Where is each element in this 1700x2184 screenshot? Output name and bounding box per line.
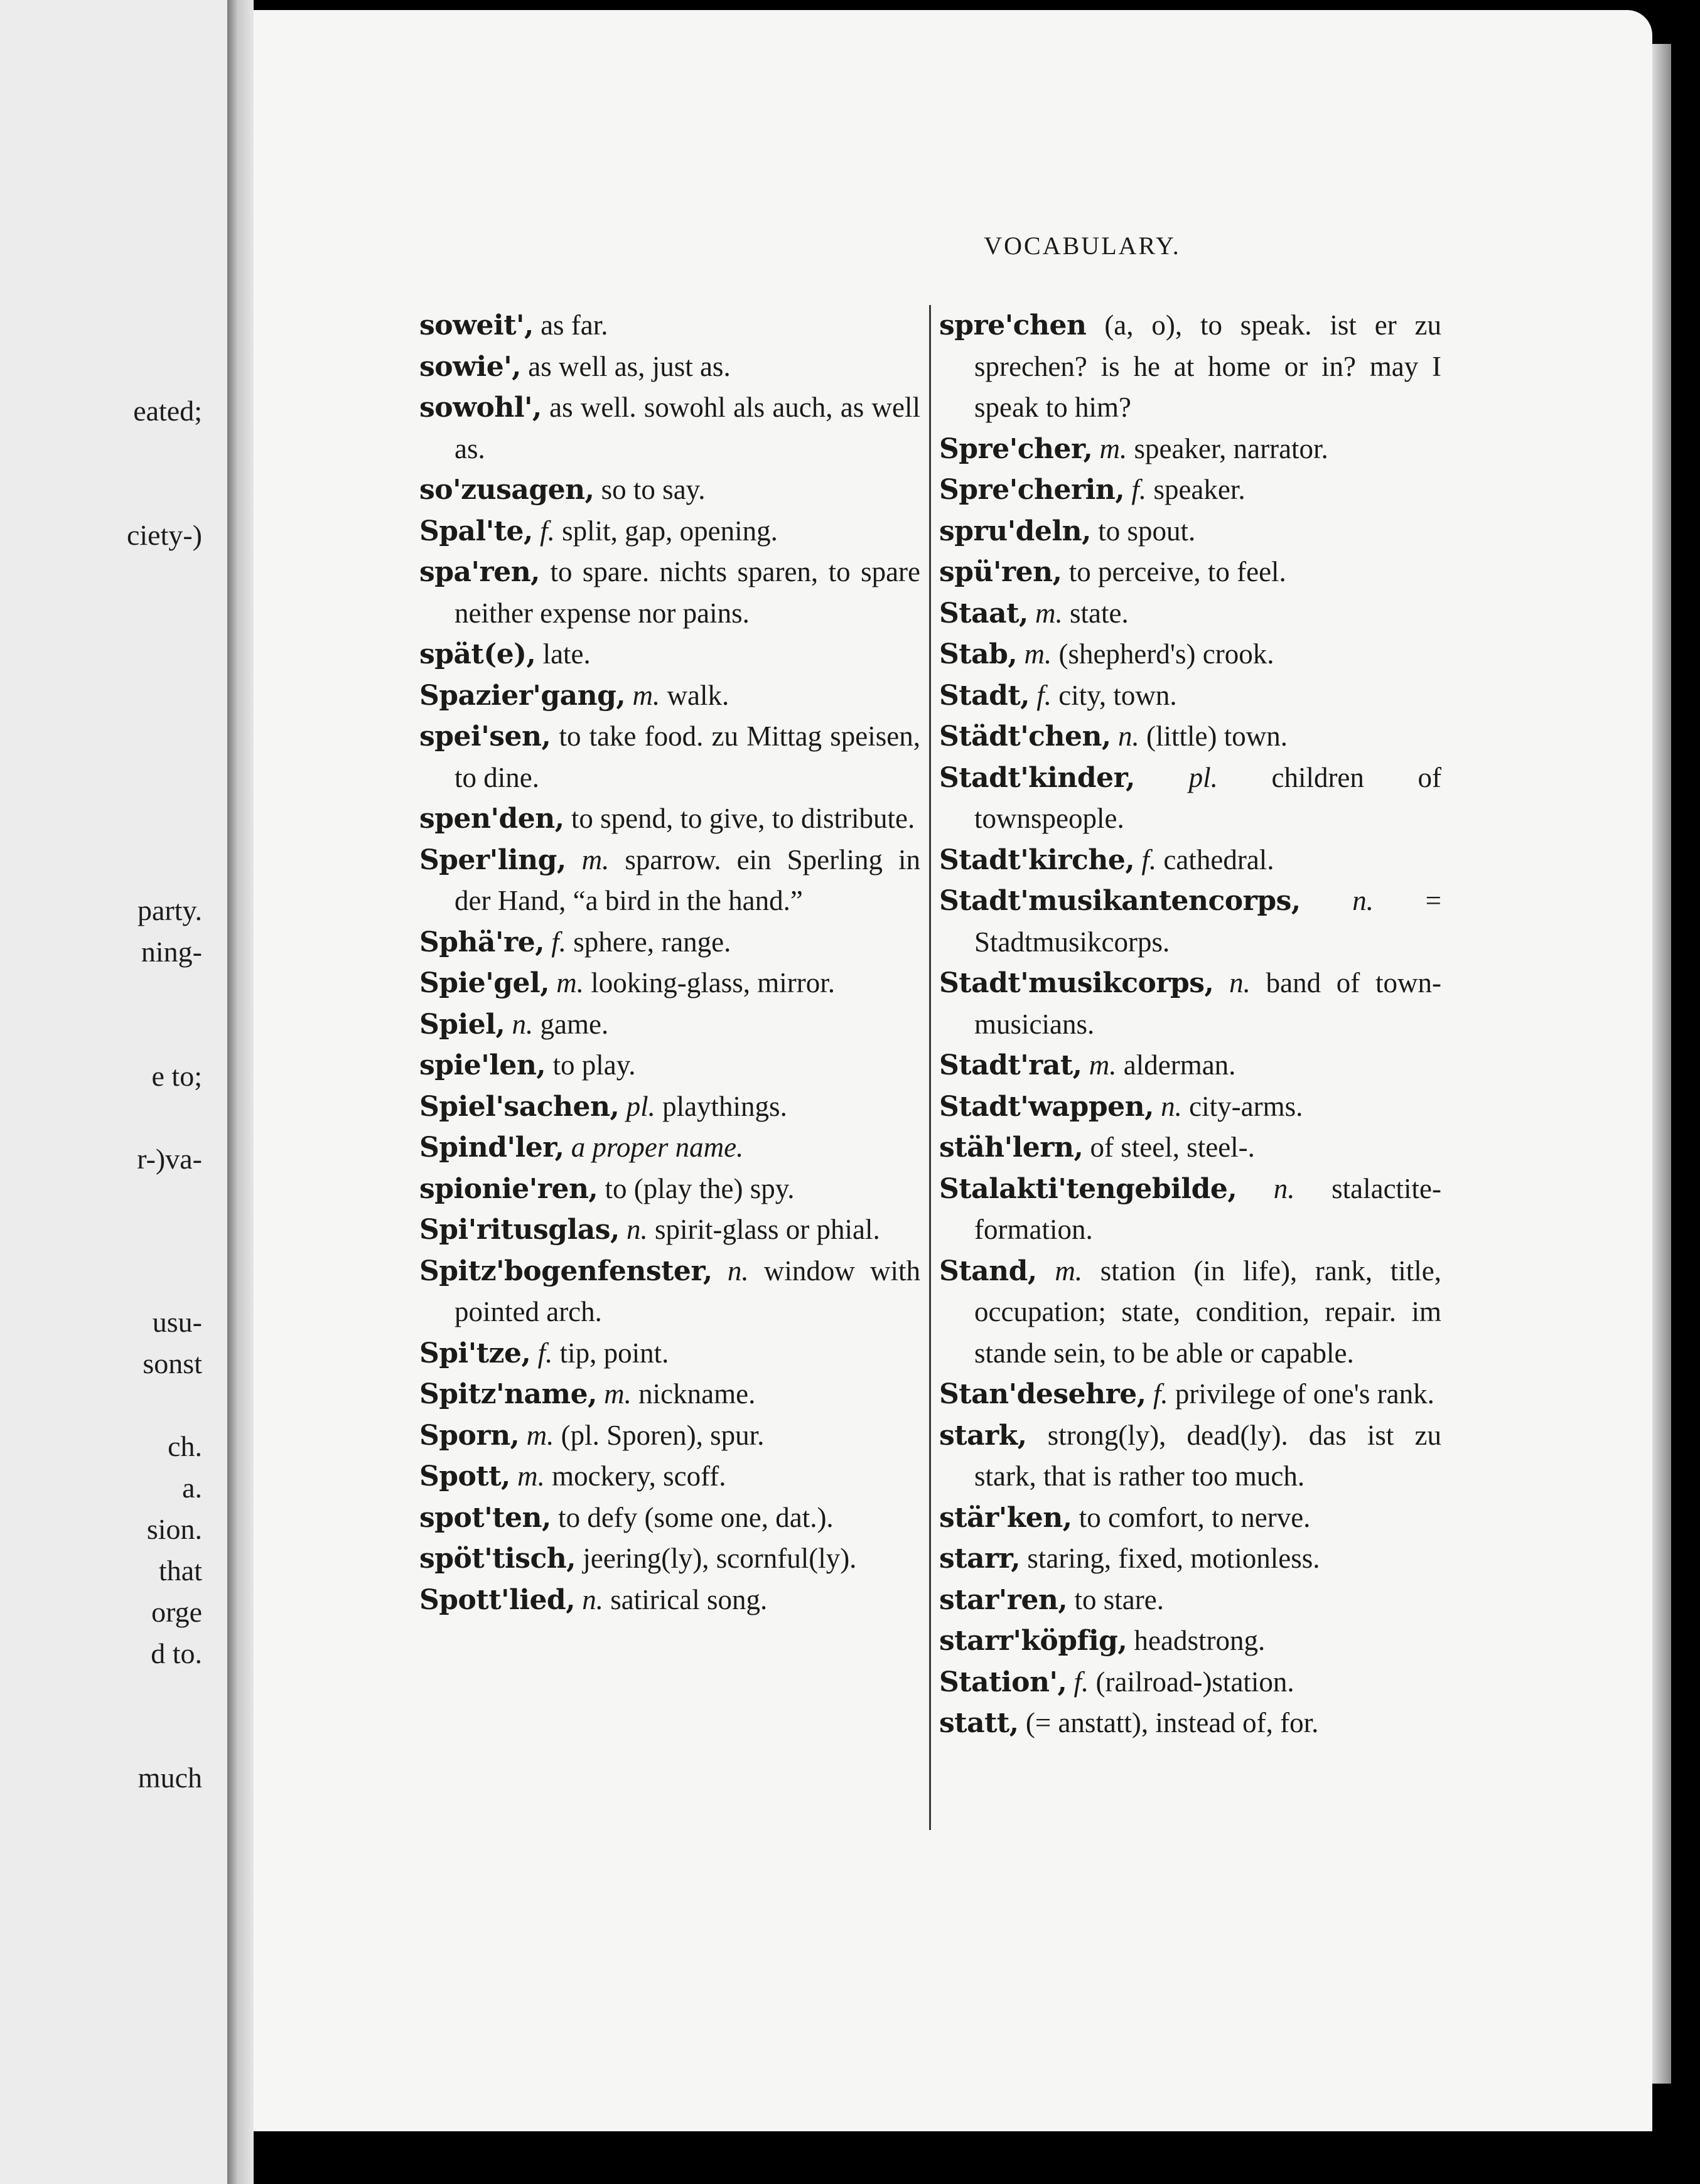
left-fragment: that	[159, 1555, 202, 1587]
vocabulary-entry	[419, 1415, 920, 1457]
definition: late.	[542, 638, 591, 670]
headword: stäh'lern,	[939, 1132, 1084, 1164]
grammar-label: m.	[517, 1460, 545, 1492]
vocabulary-entry	[419, 1538, 920, 1580]
definition: walk.	[667, 679, 729, 711]
definition: satirical song.	[610, 1583, 768, 1615]
headword: Spitz'name,	[419, 1378, 597, 1410]
definition: to spend, to give, to distribute.	[571, 803, 915, 834]
definition: to stare.	[1074, 1583, 1164, 1615]
headword: Stadt'musikantencorps,	[939, 885, 1301, 917]
left-fragment: ciety-)	[126, 519, 202, 551]
definition: to take food. zu Mittag speisen, to dine.	[455, 720, 920, 793]
definition: sphere, range.	[573, 926, 731, 958]
grammar-label: f.	[537, 1337, 553, 1369]
grammar-label: m.	[556, 967, 584, 998]
vocabulary-entry	[419, 716, 920, 798]
definition: alderman.	[1123, 1049, 1236, 1081]
left-fragment: sion.	[146, 1513, 202, 1545]
headword: spionie'ren,	[419, 1172, 598, 1205]
vocabulary-page	[254, 10, 1652, 2131]
headword: spät(e),	[419, 638, 536, 670]
headword: Spind'ler,	[419, 1132, 564, 1164]
definition: speaker, narrator.	[1134, 432, 1328, 464]
headword: Stadt,	[939, 679, 1030, 712]
definition: city, town.	[1058, 679, 1177, 711]
grammar-label: f.	[540, 515, 555, 547]
headword: spru'deln,	[939, 515, 1091, 547]
vocabulary-entry	[419, 922, 920, 963]
grammar-label: a proper name.	[571, 1132, 744, 1163]
vocabulary-entry	[419, 840, 920, 922]
definition: stalactite-formation.	[974, 1172, 1442, 1245]
vocabulary-entry	[419, 1497, 920, 1539]
headword: spre'chen	[939, 309, 1087, 341]
grammar-label: f.	[1153, 1378, 1168, 1410]
left-fragment: sonst	[143, 1347, 202, 1379]
headword: soweit',	[419, 309, 534, 341]
vocabulary-entry	[419, 305, 920, 346]
definition: playthings.	[662, 1090, 787, 1122]
grammar-label: pl.	[1188, 761, 1218, 793]
definition: to spout.	[1098, 515, 1196, 547]
vocabulary-entry	[419, 511, 920, 552]
definition: (a, o), to speak. ist er zu sprechen? is he at home or in? may I speak to him?	[974, 309, 1442, 423]
headword: Spott'lied,	[419, 1583, 576, 1616]
headword: Stadt'musikcorps,	[939, 967, 1214, 999]
definition: as far.	[541, 309, 608, 341]
definition: to spare. nichts sparen, to spare neither expense nor pains.	[455, 556, 921, 629]
definition: of steel, steel-.	[1090, 1132, 1255, 1163]
headword: so'zusagen,	[419, 474, 594, 506]
definition: mockery, scoff.	[552, 1460, 726, 1492]
grammar-label: f.	[1131, 474, 1147, 505]
vocabulary-column-right	[939, 305, 1441, 1744]
grammar-label: m.	[1024, 638, 1052, 670]
left-fragment: ch.	[168, 1430, 202, 1462]
definition: state.	[1070, 597, 1129, 629]
headword: Stalakti'tengebilde,	[939, 1172, 1237, 1205]
vocabulary-entry	[939, 593, 1441, 634]
definition: as well as, just as.	[528, 350, 731, 382]
vocabulary-entry	[419, 1456, 920, 1497]
headword: Stadt'rat,	[939, 1049, 1082, 1081]
headword: Spi'tze,	[419, 1337, 531, 1369]
headword: Sporn,	[419, 1419, 520, 1452]
definition: staring, fixed, motionless.	[1027, 1543, 1320, 1574]
grammar-label: f.	[1073, 1666, 1089, 1698]
vocabulary-entry	[939, 1251, 1441, 1374]
headword: Sphä're,	[419, 926, 545, 958]
grammar-label: m.	[526, 1419, 554, 1451]
headword: Stadt'kirche,	[939, 843, 1135, 876]
headword: Stand,	[939, 1255, 1037, 1287]
grammar-label: f.	[1141, 843, 1157, 875]
vocabulary-entry	[419, 675, 920, 717]
headword: starr'köpfig,	[939, 1625, 1127, 1657]
vocabulary-entry	[939, 881, 1441, 963]
headword: stark,	[939, 1419, 1027, 1452]
grammar-label: pl.	[626, 1090, 655, 1122]
grammar-label: n.	[727, 1255, 749, 1287]
headword: starr,	[939, 1543, 1021, 1575]
headword: Sper'ling,	[419, 843, 566, 876]
grammar-label: m.	[1035, 597, 1063, 629]
definition: strong(ly), dead(ly). das ist zu stark, that is rather too much.	[974, 1419, 1441, 1492]
grammar-label: f.	[551, 926, 567, 958]
column-rule	[929, 305, 931, 1830]
vocabulary-entry	[419, 1333, 920, 1374]
left-fragment: e to;	[151, 1060, 202, 1092]
vocabulary-entry	[939, 963, 1441, 1045]
headword: spa'ren,	[419, 556, 541, 588]
vocabulary-entry	[419, 798, 920, 840]
headword: Station',	[939, 1666, 1067, 1698]
vocabulary-entry	[939, 1374, 1441, 1415]
left-fragment: orge	[151, 1596, 202, 1628]
headword: Städt'chen,	[939, 720, 1111, 752]
vocabulary-entry	[939, 1497, 1441, 1539]
vocabulary-entry	[939, 675, 1441, 717]
page-edge	[1652, 44, 1671, 2084]
left-fragment: usu-	[152, 1306, 202, 1338]
headword: Stadt'wappen,	[939, 1090, 1154, 1123]
vocabulary-entry	[419, 1209, 920, 1251]
grammar-label: n.	[1229, 967, 1251, 998]
definition: looking-glass, mirror.	[591, 967, 835, 998]
definition: split, gap, opening.	[562, 515, 778, 547]
vocabulary-entry	[419, 1251, 920, 1333]
headword: Spal'te,	[419, 515, 533, 547]
headword: Spott,	[419, 1460, 510, 1492]
vocabulary-entry	[939, 305, 1441, 429]
vocabulary-column-left	[419, 305, 920, 1620]
vocabulary-entry	[939, 1580, 1441, 1621]
grammar-label: m.	[604, 1378, 632, 1410]
vocabulary-entry	[419, 1580, 920, 1621]
vocabulary-entry	[939, 1086, 1441, 1128]
vocabulary-entry	[939, 1169, 1441, 1251]
headword: spot'ten,	[419, 1501, 551, 1534]
vocabulary-entry	[939, 840, 1441, 881]
left-fragment: much	[137, 1762, 202, 1794]
headword: spöt'tisch,	[419, 1543, 576, 1575]
definition: privilege of one's rank.	[1175, 1378, 1434, 1410]
left-fragment: a.	[182, 1472, 202, 1504]
grammar-label: m.	[632, 679, 660, 711]
left-facing-page	[0, 0, 227, 2184]
definition: to perceive, to feel.	[1068, 556, 1286, 587]
grammar-label: n.	[1118, 720, 1139, 752]
definition: children of townspeople.	[974, 761, 1442, 834]
definition: cathedral.	[1163, 843, 1274, 875]
left-fragment: eated;	[133, 395, 202, 427]
grammar-label: n.	[1273, 1172, 1295, 1204]
vocabulary-entry	[419, 634, 920, 675]
book-gutter	[227, 0, 254, 2184]
headword: statt,	[939, 1707, 1019, 1739]
vocabulary-entry	[939, 1620, 1441, 1662]
vocabulary-entry	[419, 1045, 920, 1086]
vocabulary-entry	[939, 1415, 1441, 1497]
headword: spü'ren,	[939, 556, 1062, 588]
definition: (shepherd's) crook.	[1058, 638, 1274, 670]
headword: Spi'ritusglas,	[419, 1214, 620, 1246]
vocabulary-entry	[939, 429, 1441, 470]
headword: sowie',	[419, 350, 521, 383]
definition: city-arms.	[1189, 1090, 1303, 1122]
definition: jeering(ly), scornful(ly).	[583, 1543, 857, 1574]
grammar-label: n.	[512, 1008, 534, 1040]
definition: window with pointed arch.	[455, 1255, 921, 1327]
grammar-label: m.	[1055, 1255, 1083, 1287]
definition: tip, point.	[559, 1337, 669, 1369]
definition: = Stadtmusikcorps.	[974, 885, 1442, 958]
grammar-label: n.	[1352, 885, 1374, 916]
definition: to play.	[552, 1049, 636, 1081]
definition: headstrong.	[1134, 1625, 1266, 1656]
headword: Spre'cher,	[939, 432, 1093, 465]
grammar-label: m.	[1099, 432, 1127, 464]
grammar-label: n.	[582, 1583, 604, 1615]
headword: Spitz'bogenfenster,	[419, 1255, 713, 1287]
vocabulary-entry	[939, 552, 1441, 593]
headword: Stadt'kinder,	[939, 761, 1135, 794]
headword: spie'len,	[419, 1049, 546, 1081]
vocabulary-entry	[419, 469, 920, 511]
definition: (pl. Sporen), spur.	[561, 1419, 765, 1451]
headword: Stab,	[939, 638, 1018, 670]
definition: (railroad-)station.	[1095, 1666, 1294, 1698]
vocabulary-entry	[939, 716, 1441, 757]
definition: spirit-glass or phial.	[655, 1214, 880, 1245]
vocabulary-entry	[939, 1538, 1441, 1580]
definition: speaker.	[1153, 474, 1245, 505]
vocabulary-entry	[419, 552, 920, 634]
headword: Spie'gel,	[419, 967, 550, 999]
definition: so to say.	[601, 474, 706, 505]
definition: game.	[540, 1008, 609, 1040]
definition: band of town-musicians.	[974, 967, 1441, 1040]
grammar-label: n.	[627, 1214, 648, 1245]
headword: spei'sen,	[419, 720, 551, 752]
vocabulary-entry	[419, 1004, 920, 1046]
left-fragment: ning-	[141, 936, 202, 968]
vocabulary-entry	[419, 963, 920, 1004]
vocabulary-entry	[939, 1662, 1441, 1703]
left-fragment: party.	[137, 894, 202, 926]
definition: nickname.	[638, 1378, 756, 1410]
headword: Spazier'gang,	[419, 679, 626, 712]
headword: Spiel'sachen,	[419, 1090, 620, 1123]
definition: station (in life), rank, title, occupation; state, condition, repair. im stande sein, to be able or capable.	[974, 1255, 1441, 1369]
vocabulary-entry	[419, 1127, 920, 1169]
headword: spen'den,	[419, 803, 564, 835]
headword: Spre'cherin,	[939, 474, 1125, 506]
grammar-label: n.	[1161, 1090, 1182, 1122]
vocabulary-entry	[419, 346, 920, 388]
definition: (little) town.	[1146, 720, 1288, 752]
grammar-label: f.	[1036, 679, 1052, 711]
vocabulary-entry	[939, 1127, 1441, 1169]
left-fragment: d to.	[151, 1637, 202, 1669]
headword: Spiel,	[419, 1008, 505, 1041]
vocabulary-entry	[939, 511, 1441, 552]
vocabulary-entry	[939, 1703, 1441, 1744]
running-head: VOCABULARY.	[984, 232, 1181, 260]
vocabulary-entry	[939, 469, 1441, 511]
vocabulary-entry	[939, 757, 1441, 840]
definition: (= anstatt), instead of, for.	[1025, 1707, 1319, 1738]
headword: star'ren,	[939, 1583, 1068, 1616]
headword: Stan'desehre,	[939, 1378, 1146, 1410]
vocabulary-entry	[939, 634, 1441, 675]
definition: sparrow. ein Sperling in der Hand, “a bird in the hand.”	[455, 843, 921, 916]
vocabulary-entry	[419, 1086, 920, 1128]
headword: Staat,	[939, 597, 1028, 629]
definition: as well. sowohl als auch, as well as.	[455, 392, 921, 464]
definition: to defy (some one, dat.).	[558, 1501, 834, 1533]
vocabulary-entry	[419, 387, 920, 469]
grammar-label: m.	[581, 843, 610, 875]
headword: sowohl',	[419, 392, 542, 424]
headword: stär'ken,	[939, 1501, 1072, 1534]
grammar-label: m.	[1089, 1049, 1117, 1081]
definition: to (play the) spy.	[605, 1172, 795, 1204]
left-fragment: r-)va-	[137, 1143, 202, 1175]
vocabulary-entry	[419, 1169, 920, 1210]
definition: to comfort, to nerve.	[1079, 1501, 1311, 1533]
vocabulary-entry	[419, 1374, 920, 1415]
vocabulary-entry	[939, 1045, 1441, 1086]
